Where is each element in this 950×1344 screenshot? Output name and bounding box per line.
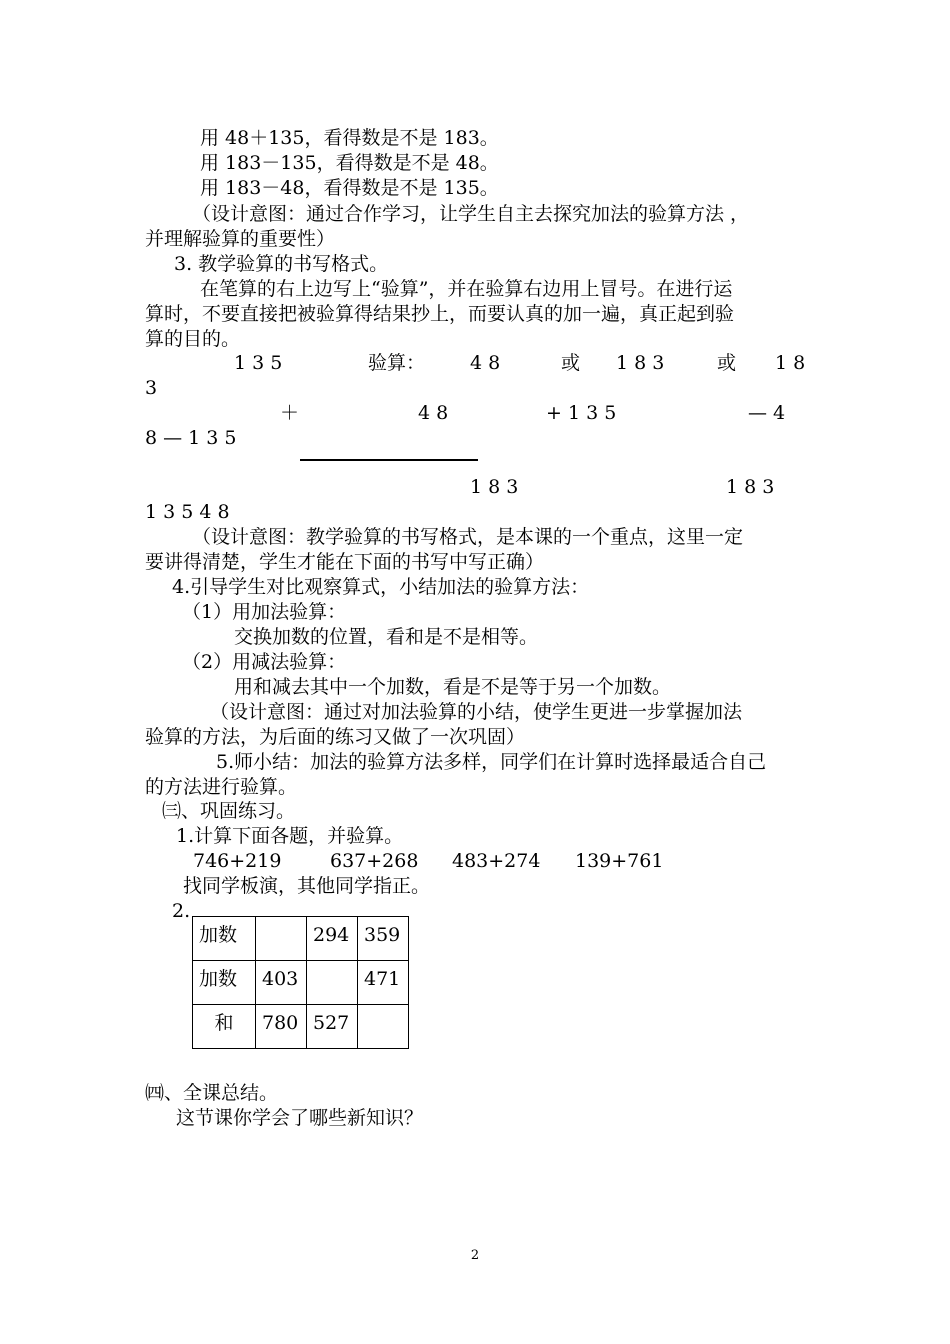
design-intent-note: （设计意图：通过合作学习，让学生自主去探究加法的验算方法 ， xyxy=(192,203,750,225)
method-heading: （2）用减法验算： xyxy=(182,651,347,673)
calc-digits: 1 8 3 xyxy=(616,352,665,374)
exercise-item: 746+219 xyxy=(193,850,282,872)
calc-digits: 1 3 5 xyxy=(234,352,283,374)
table-cell: 加数 xyxy=(193,917,256,961)
text-line: 算时，不要直接把被验算得结果抄上，而要认真的加一遍，真正起到验 xyxy=(145,303,735,325)
section-heading: ㈣、全课总结。 xyxy=(145,1082,279,1104)
exercise-item: 483+274 xyxy=(452,850,541,872)
method-heading: （1）用加法验算： xyxy=(182,601,347,623)
text-line: 用 48＋135，看得数是不是 183。 xyxy=(200,127,499,149)
table-cell: 780 xyxy=(256,1005,307,1049)
calc-digits: — 4 xyxy=(748,402,786,424)
calc-digits: 1 8 3 xyxy=(726,476,775,498)
table-cell: 359 xyxy=(358,917,409,961)
table-cell: 和 xyxy=(193,1005,256,1049)
table-cell: 294 xyxy=(307,917,358,961)
table-cell: 471 xyxy=(358,961,409,1005)
design-intent-note: 验算的方法，为后面的练习又做了一次巩固） xyxy=(145,726,526,748)
calc-digits: 4 8 xyxy=(470,352,501,374)
text-line: 用 183－48，看得数是不是 135。 xyxy=(200,177,499,199)
text-line: 这节课你学会了哪些新知识？ xyxy=(176,1107,424,1129)
calc-label: 验算： xyxy=(368,352,426,374)
table-row xyxy=(193,917,409,961)
table-row xyxy=(193,1005,409,1049)
calc-digits: + 1 3 5 xyxy=(546,402,617,424)
design-intent-note: 要讲得清楚，学生才能在下面的书写中写正确） xyxy=(145,551,545,573)
table-cell: 加数 xyxy=(193,961,256,1005)
page-number: 2 xyxy=(470,1248,480,1263)
section-heading: 4.引导学生对比观察算式，小结加法的验算方法： xyxy=(172,576,590,598)
design-intent-note: （设计意图：教学验算的书写格式，是本课的一个重点，这里一定 xyxy=(192,526,744,548)
text-line: 5.师小结：加法的验算方法多样，同学们在计算时选择最适合自己 xyxy=(216,751,767,773)
table-cell xyxy=(307,961,358,1005)
design-intent-note: 并理解验算的重要性） xyxy=(145,228,336,250)
design-intent-note: （设计意图：通过对加法验算的小结，使学生更进一步掌握加法 xyxy=(210,701,743,723)
text-line: 用和减去其中一个加数，看是不是等于另一个加数。 xyxy=(234,676,672,698)
calc-digits: 4 8 xyxy=(418,402,449,424)
exercise-instruction: 1.计算下面各题，并验算。 xyxy=(176,825,404,847)
table-cell xyxy=(256,917,307,961)
section-heading: ㈢、巩固练习。 xyxy=(162,800,296,822)
exercise-item: 139+761 xyxy=(575,850,664,872)
calc-underline xyxy=(300,459,478,461)
table-row xyxy=(193,961,409,1005)
text-line: 算的目的。 xyxy=(145,328,241,350)
table-cell: 527 xyxy=(307,1005,358,1049)
text-line: 的方法进行验算。 xyxy=(145,776,298,798)
text-line: 在笔算的右上边写上“验算”，并在验算右边用上冒号。在进行运 xyxy=(200,278,733,300)
calc-digits: 1 8 xyxy=(775,352,806,374)
calc-or: 或 xyxy=(717,352,737,374)
calc-or: 或 xyxy=(561,352,581,374)
text-line: 找同学板演，其他同学指正。 xyxy=(183,875,431,897)
section-heading: 3. 教学验算的书写格式。 xyxy=(174,253,389,275)
table-cell xyxy=(358,1005,409,1049)
calc-digits: 1 8 3 xyxy=(470,476,519,498)
calc-digits: 8 — 1 3 5 xyxy=(145,427,237,449)
text-line: 用 183－135，看得数是不是 48。 xyxy=(200,152,499,174)
calc-operator: ＋ xyxy=(280,402,300,424)
text-line: 交换加数的位置，看和是不是相等。 xyxy=(234,626,539,648)
exercise-item: 637+268 xyxy=(330,850,419,872)
calc-digits: 1 3 5 4 8 xyxy=(145,501,230,523)
table-cell: 403 xyxy=(256,961,307,1005)
calc-digits: 3 xyxy=(145,377,158,399)
question-label: 2. xyxy=(172,900,191,922)
addition-table xyxy=(192,916,409,1049)
